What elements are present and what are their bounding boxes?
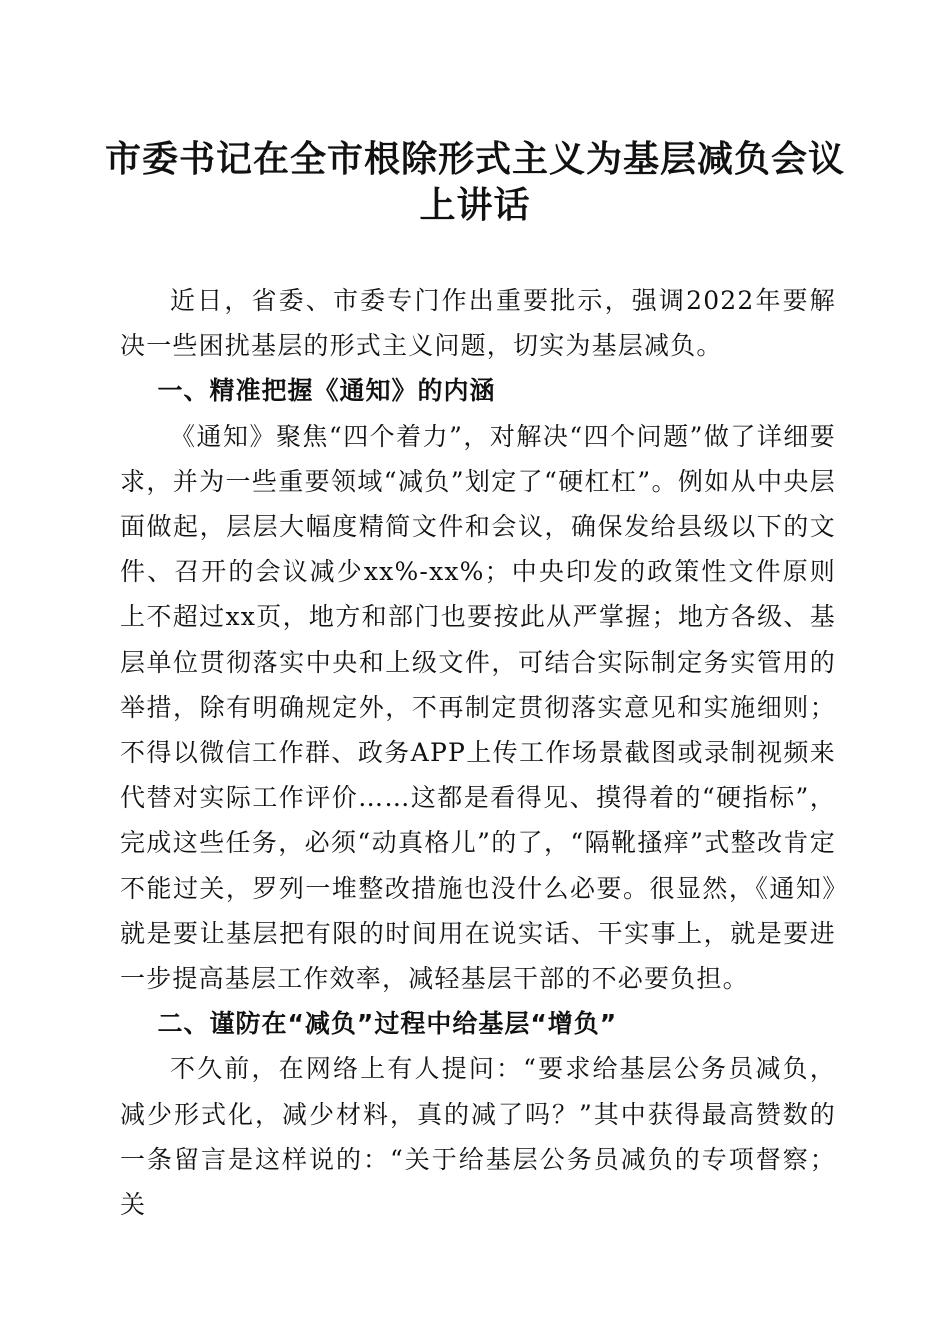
- title-line-1: 市委书记在全市根除形式主义为基层减负会议: [104, 138, 845, 180]
- document-body: [120, 278, 836, 1227]
- title-line-2: 上讲话: [419, 184, 531, 226]
- section-1-paragraph: 《通知》聚焦“四个着力”，对解决“四个问题”做了详细要求，并为一些重要领域“减负”划定了“硬杠杠”。例如从中央层面做起，层层大幅度精简文件和会议，确保发给县级以下的文件、召开的会议减少xx%-xx%；中央印发的政策性文件原则上不超过xx页，地方和部门也要按此从严掌握；地方各级、基层单位贯彻落实中央和上级文件，可结合实际制定务实管用的举措，除有明确规定外，不再制定贯彻落实意见和实施细则；不得以微信工作群、政务APP上传工作场景截图或录制视频来代替对实际工作评价……这都是看得见、摸得着的“硬指标”，完成这些任务，必须“动真格儿”的了，“隔靴搔痒”式整改肯定不能过关，罗列一堆整改措施也没什么必要。很显然，《通知》就是要让基层把有限的时间用在说实话、干实事上，就是要进一步提高基层工作效率，减轻基层干部的不必要负担。: [120, 421, 836, 994]
- document-title: [100, 136, 850, 228]
- section-2-paragraph: 不久前，在网络上有人提问：“要求给基层公务员减负，减少形式化，减少材料，真的减了吗？”其中获得最高赞数的一条留言是这样说的：“关于给基层公务员减负的专项督察；关: [120, 1054, 836, 1220]
- section-2-heading: 二、谨防在“减负”过程中给基层“增负”: [157, 1009, 618, 1039]
- intro-paragraph: 近日，省委、市委专门作出重要批示，强调2022年要解决一些困扰基层的形式主义问题，切实为基层减负。: [120, 286, 836, 361]
- section-1-heading: 一、精准把握《通知》的内涵: [157, 376, 496, 406]
